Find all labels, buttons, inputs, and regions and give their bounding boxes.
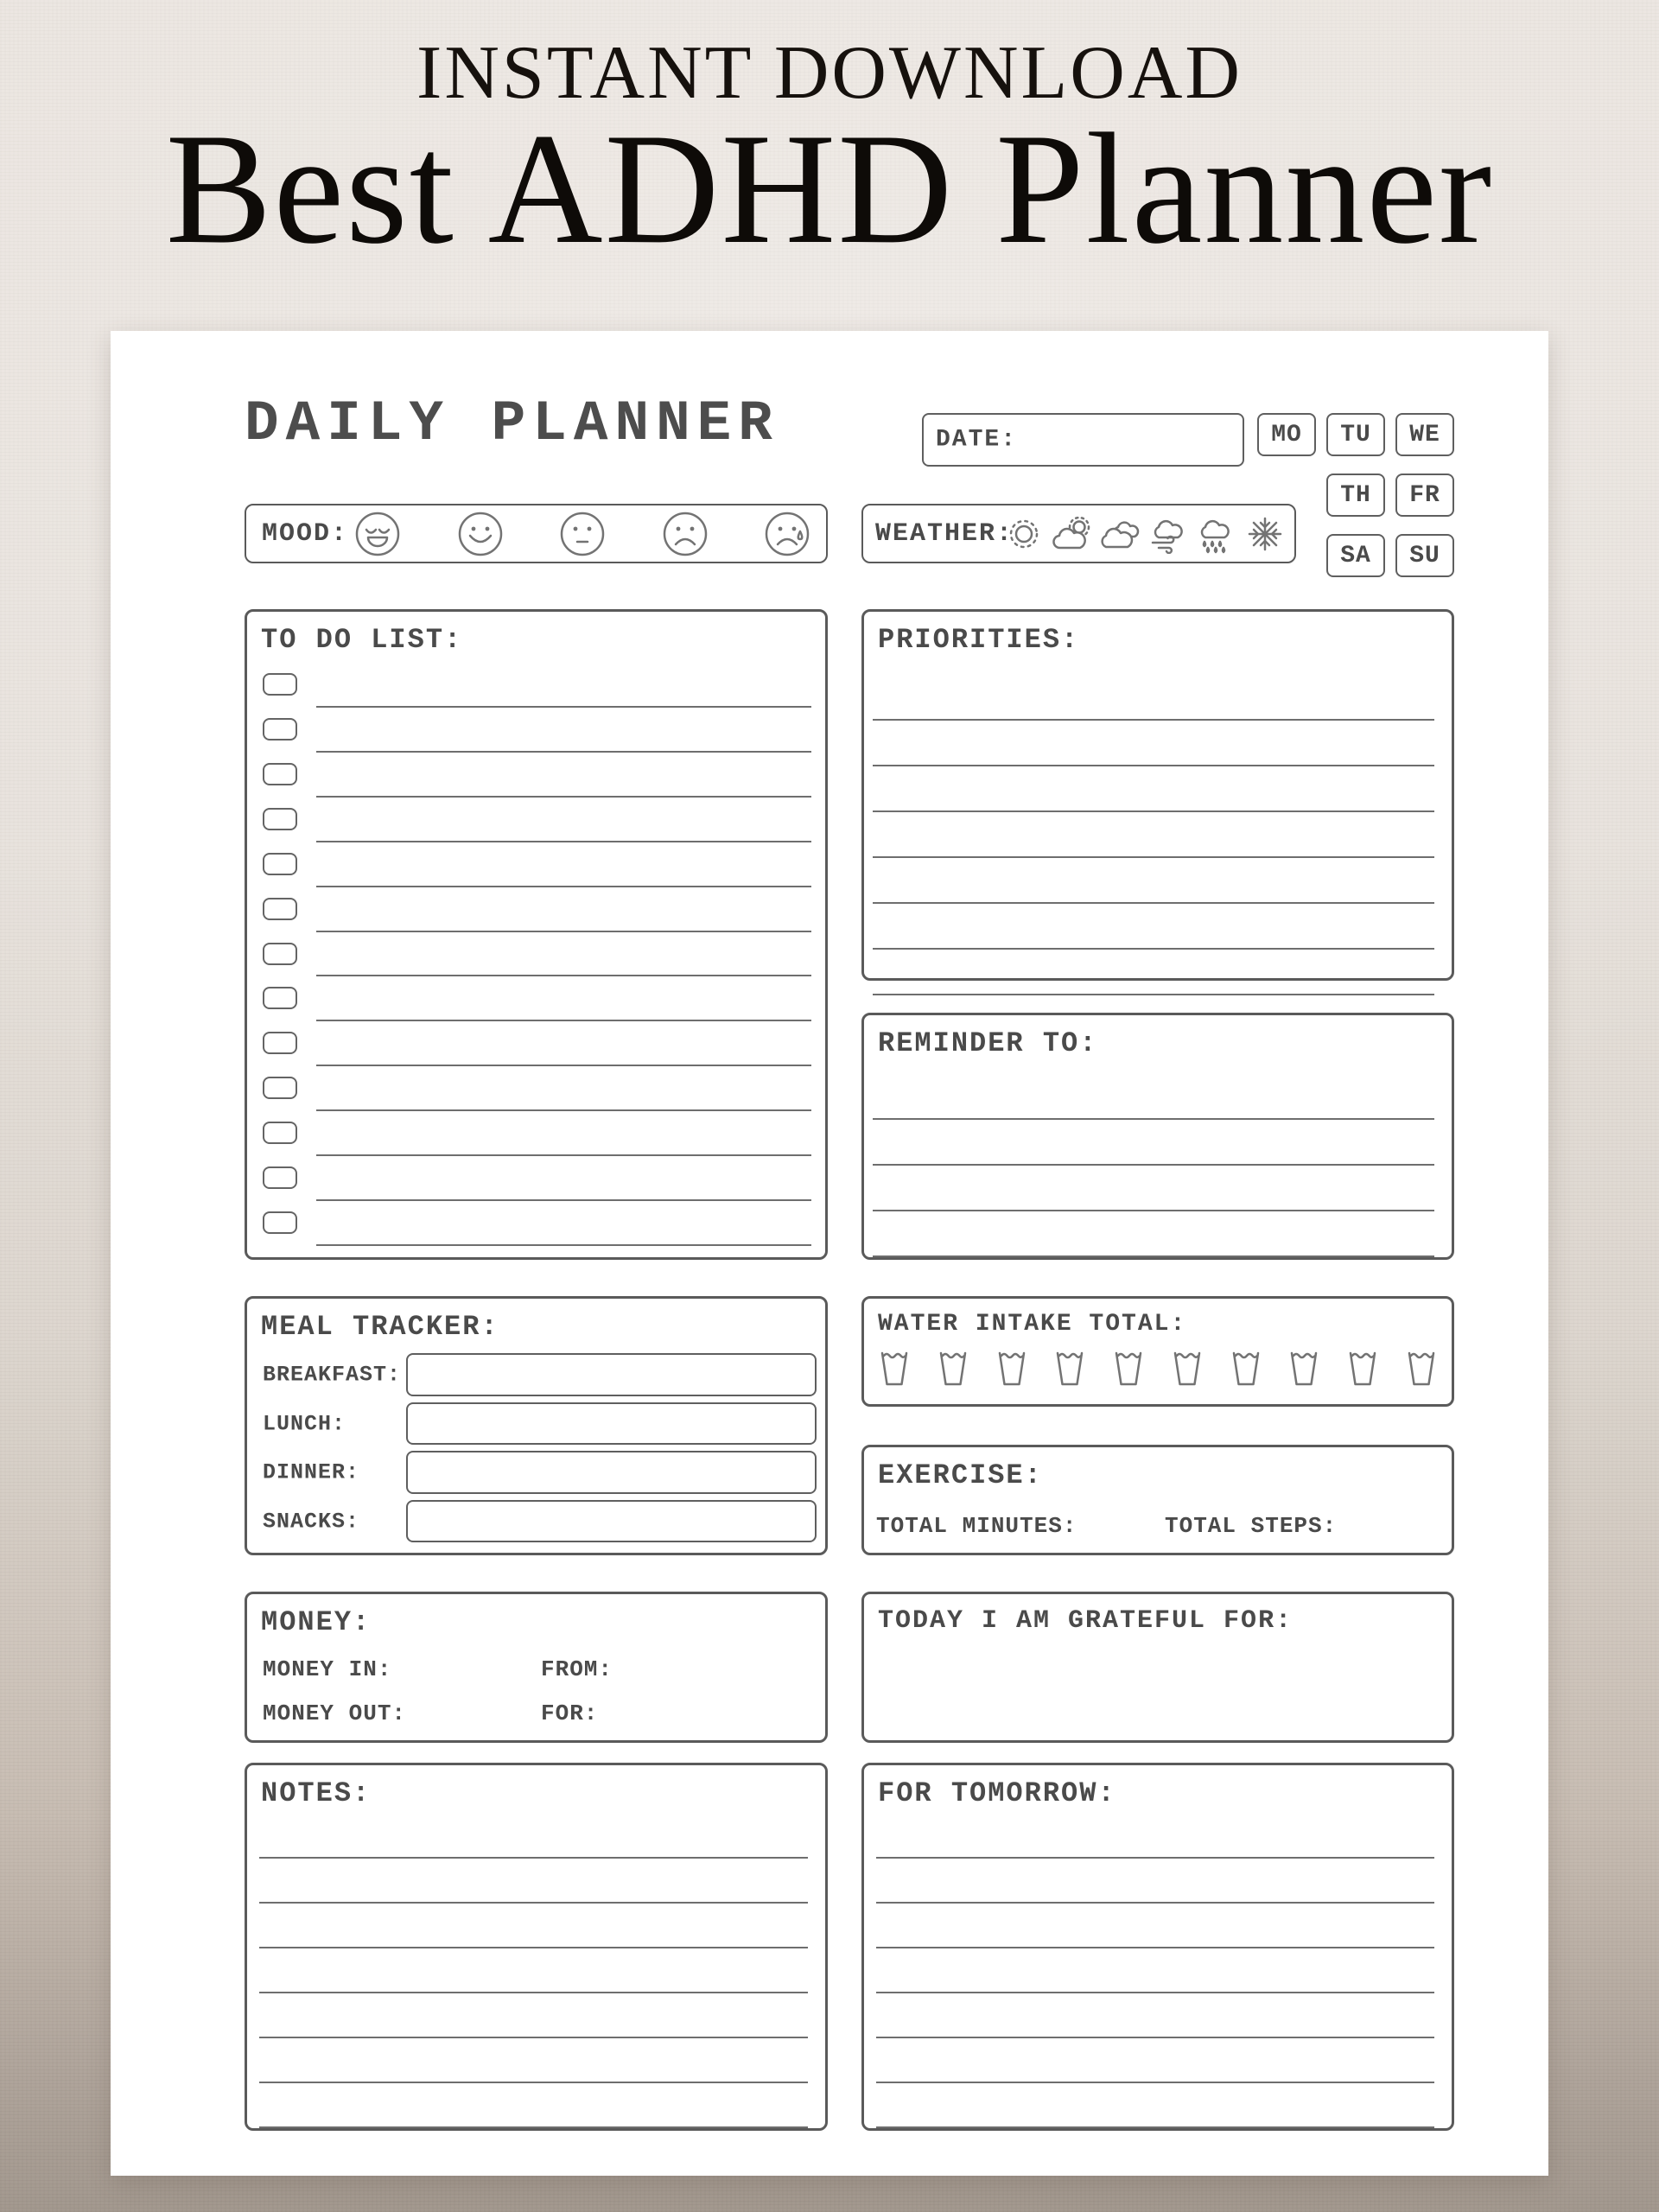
day-checkbox[interactable]: TU xyxy=(1326,413,1385,456)
water-glass-icon[interactable] xyxy=(1346,1345,1379,1389)
todo-checkbox[interactable] xyxy=(263,943,297,965)
sun-icon[interactable] xyxy=(1001,514,1046,554)
total-minutes-label: TOTAL MINUTES: xyxy=(876,1513,1077,1539)
ruled-line xyxy=(259,1904,808,1948)
reminder-title: REMINDER TO: xyxy=(878,1027,1098,1059)
todo-line xyxy=(316,931,811,932)
ruled-line xyxy=(873,812,1434,858)
reminder-lines xyxy=(873,1074,1434,1257)
todo-row xyxy=(247,892,825,937)
weather-section xyxy=(861,504,1296,563)
ruled-line xyxy=(259,1993,808,2038)
water-glass-icon[interactable] xyxy=(937,1345,969,1389)
sun-behind-cloud-icon[interactable] xyxy=(1050,514,1095,554)
todo-line xyxy=(316,1065,811,1066)
laughing-face-icon[interactable] xyxy=(354,509,401,559)
exercise-section xyxy=(861,1445,1454,1555)
mood-label: MOOD: xyxy=(262,518,349,549)
money-rows xyxy=(247,1648,825,1735)
day-checkbox[interactable]: SA xyxy=(1326,534,1385,577)
todo-row xyxy=(247,1205,825,1250)
money-section xyxy=(245,1592,828,1743)
todo-row xyxy=(247,937,825,982)
meal-label: DINNER: xyxy=(263,1459,360,1485)
meal-tracker-section xyxy=(245,1296,828,1555)
todo-line xyxy=(316,886,811,887)
todo-line xyxy=(316,975,811,976)
todo-rows xyxy=(247,667,825,1250)
todo-section xyxy=(245,609,828,1260)
meal-row xyxy=(247,1400,825,1449)
money-row-label: MONEY IN: xyxy=(263,1656,392,1683)
notes-lines xyxy=(259,1814,808,2128)
todo-line xyxy=(316,1244,811,1246)
todo-line xyxy=(316,706,811,708)
todo-checkbox[interactable] xyxy=(263,1032,297,1054)
money-row-sublabel: FOR: xyxy=(541,1700,599,1726)
money-row xyxy=(247,1648,825,1692)
todo-checkbox[interactable] xyxy=(263,763,297,785)
todo-row xyxy=(247,712,825,757)
ruled-line xyxy=(876,2083,1434,2128)
water-glass-icon[interactable] xyxy=(878,1345,911,1389)
notes-title: NOTES: xyxy=(261,1777,372,1809)
todo-title: TO DO LIST: xyxy=(261,624,463,656)
todo-checkbox[interactable] xyxy=(263,673,297,696)
water-glass-icon[interactable] xyxy=(1405,1345,1438,1389)
todo-checkbox[interactable] xyxy=(263,1077,297,1099)
date-label: DATE: xyxy=(936,426,1018,454)
ruled-line xyxy=(873,675,1434,721)
notes-section xyxy=(245,1763,828,2131)
clouds-icon[interactable] xyxy=(1098,514,1143,554)
day-checkbox[interactable]: MO xyxy=(1257,413,1316,456)
meal-label: SNACKS: xyxy=(263,1509,360,1535)
exercise-title: EXERCISE: xyxy=(878,1459,1043,1491)
todo-checkbox[interactable] xyxy=(263,718,297,741)
day-row-3 xyxy=(1326,534,1454,577)
day-checkbox[interactable]: SU xyxy=(1395,534,1454,577)
day-row-2 xyxy=(1326,474,1454,517)
money-title: MONEY: xyxy=(261,1606,372,1638)
meal-rows xyxy=(247,1351,825,1546)
todo-row xyxy=(247,847,825,892)
todo-row xyxy=(247,1116,825,1160)
todo-row xyxy=(247,757,825,802)
meal-input-field[interactable] xyxy=(406,1402,817,1446)
eyebrow-text: INSTANT DOWNLOAD xyxy=(416,31,1243,115)
product-title: Best ADHD Planner xyxy=(165,100,1494,276)
money-row-label: MONEY OUT: xyxy=(263,1700,407,1726)
reminder-section xyxy=(861,1013,1454,1260)
mood-section xyxy=(245,504,828,563)
ruled-line xyxy=(876,1993,1434,2038)
todo-line xyxy=(316,1199,811,1201)
todo-line xyxy=(316,1020,811,1021)
meal-input-field[interactable] xyxy=(406,1500,817,1543)
todo-line xyxy=(316,751,811,753)
day-row-1 xyxy=(1257,413,1454,456)
todo-checkbox[interactable] xyxy=(263,1166,297,1189)
todo-checkbox[interactable] xyxy=(263,853,297,875)
day-checkbox[interactable]: WE xyxy=(1395,413,1454,456)
meal-label: BREAKFAST: xyxy=(263,1362,402,1388)
todo-row xyxy=(247,667,825,712)
ruled-line xyxy=(873,1074,1434,1120)
todo-row xyxy=(247,1160,825,1205)
meal-row xyxy=(247,1351,825,1400)
money-row xyxy=(247,1692,825,1736)
meal-row xyxy=(247,1497,825,1547)
grateful-title: TODAY I AM GRATEFUL FOR: xyxy=(878,1606,1294,1636)
ruled-line xyxy=(873,1211,1434,1257)
ruled-line xyxy=(873,1120,1434,1166)
crying-face-icon[interactable] xyxy=(764,509,810,559)
date-field[interactable] xyxy=(922,413,1244,467)
ruled-line xyxy=(876,2038,1434,2083)
smiling-face-icon[interactable] xyxy=(457,509,504,559)
water-cups xyxy=(878,1345,1438,1389)
todo-checkbox[interactable] xyxy=(263,1122,297,1144)
sad-face-icon[interactable] xyxy=(662,509,709,559)
ruled-line xyxy=(259,1948,808,1993)
todo-row xyxy=(247,802,825,847)
todo-line xyxy=(316,841,811,842)
meal-input-field[interactable] xyxy=(406,1353,817,1396)
ruled-line xyxy=(876,1948,1434,1993)
mood-faces xyxy=(354,505,810,562)
priorities-title: PRIORITIES: xyxy=(878,624,1080,656)
ruled-line xyxy=(876,1904,1434,1948)
todo-line xyxy=(316,1109,811,1111)
meal-row xyxy=(247,1448,825,1497)
total-steps-label: TOTAL STEPS: xyxy=(1165,1513,1338,1539)
ruled-line xyxy=(873,721,1434,766)
ruled-line xyxy=(876,1859,1434,1904)
todo-row xyxy=(247,1071,825,1116)
for-tomorrow-lines xyxy=(876,1814,1434,2128)
for-tomorrow-section xyxy=(861,1763,1454,2131)
ruled-line xyxy=(876,1814,1434,1859)
water-glass-icon[interactable] xyxy=(1230,1345,1262,1389)
grateful-section xyxy=(861,1592,1454,1743)
ruled-line xyxy=(259,2038,808,2083)
water-glass-icon[interactable] xyxy=(1171,1345,1204,1389)
meal-label: LUNCH: xyxy=(263,1411,346,1437)
ruled-line xyxy=(873,904,1434,950)
money-row-sublabel: FROM: xyxy=(541,1656,613,1683)
water-intake-title: WATER INTAKE TOTAL: xyxy=(878,1311,1187,1338)
todo-row xyxy=(247,1026,825,1071)
water-glass-icon[interactable] xyxy=(1287,1345,1320,1389)
todo-checkbox[interactable] xyxy=(263,987,297,1009)
planner-page xyxy=(111,331,1548,2176)
for-tomorrow-title: FOR TOMORROW: xyxy=(878,1777,1116,1809)
priorities-lines xyxy=(873,675,1434,995)
snowflake-icon[interactable] xyxy=(1243,514,1287,554)
weather-icons xyxy=(1001,505,1287,562)
todo-line xyxy=(316,1154,811,1156)
meal-tracker-title: MEAL TRACKER: xyxy=(261,1311,499,1343)
water-glass-icon[interactable] xyxy=(995,1345,1028,1389)
todo-row xyxy=(247,981,825,1026)
meal-input-field[interactable] xyxy=(406,1451,817,1494)
wind-cloud-icon[interactable] xyxy=(1146,514,1191,554)
ruled-line xyxy=(873,950,1434,995)
ruled-line xyxy=(259,1859,808,1904)
water-glass-icon[interactable] xyxy=(1053,1345,1086,1389)
rain-cloud-icon[interactable] xyxy=(1194,514,1239,554)
water-intake-section xyxy=(861,1296,1454,1407)
page-title: DAILY PLANNER xyxy=(245,391,779,456)
neutral-face-icon[interactable] xyxy=(559,509,606,559)
ruled-line xyxy=(259,1814,808,1859)
water-glass-icon[interactable] xyxy=(1112,1345,1145,1389)
todo-checkbox[interactable] xyxy=(263,898,297,920)
ruled-line xyxy=(259,2083,808,2128)
day-checkbox[interactable]: FR xyxy=(1395,474,1454,517)
weather-label: WEATHER: xyxy=(875,518,1014,549)
todo-line xyxy=(316,796,811,798)
ruled-line xyxy=(873,1166,1434,1211)
priorities-section xyxy=(861,609,1454,981)
day-checkbox[interactable]: TH xyxy=(1326,474,1385,517)
ruled-line xyxy=(873,858,1434,904)
todo-checkbox[interactable] xyxy=(263,1211,297,1234)
ruled-line xyxy=(873,766,1434,812)
todo-checkbox[interactable] xyxy=(263,808,297,830)
